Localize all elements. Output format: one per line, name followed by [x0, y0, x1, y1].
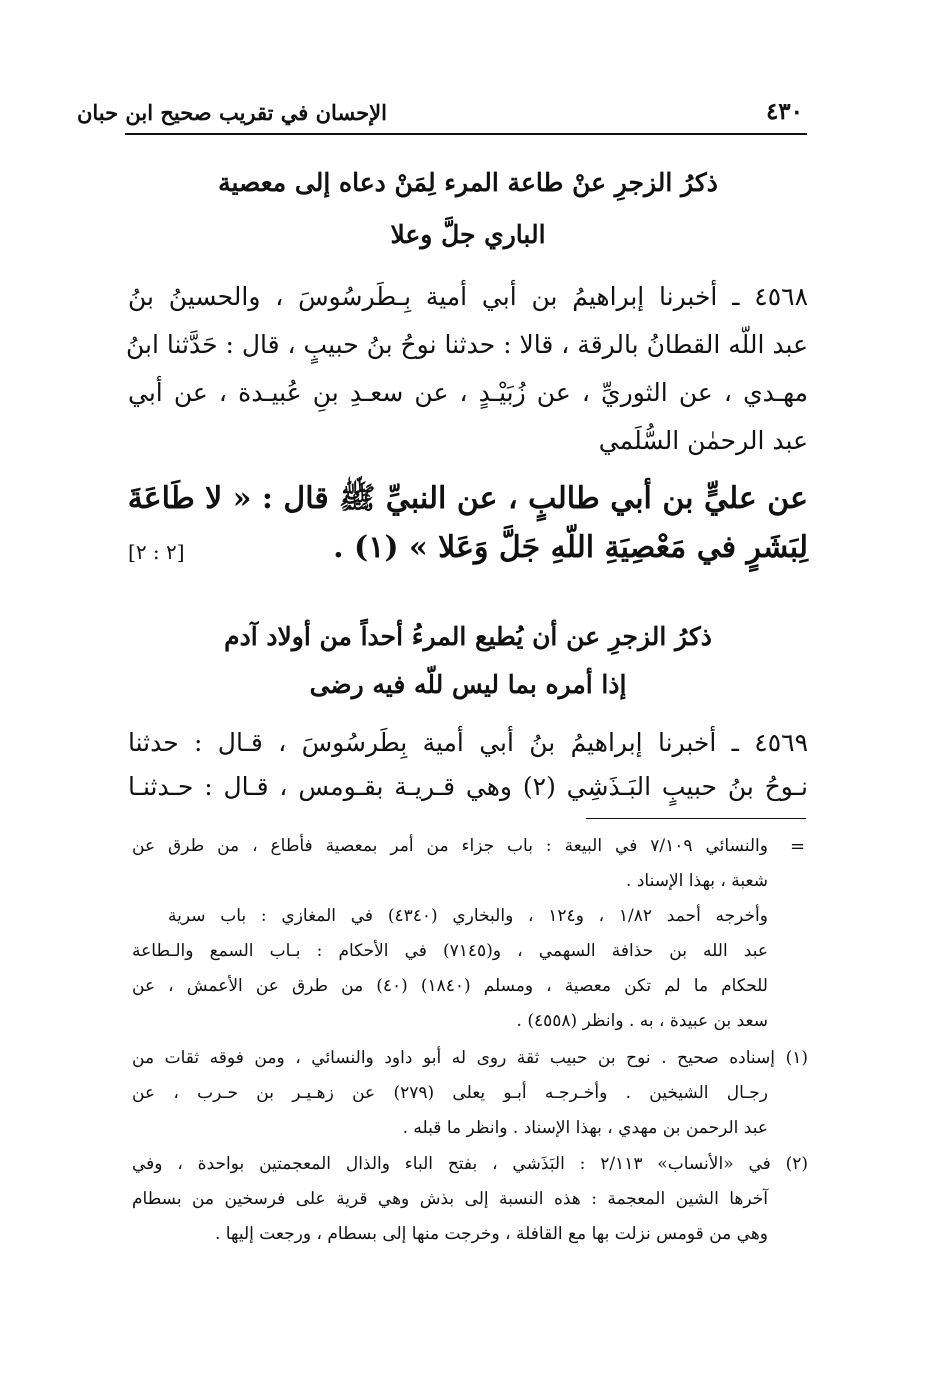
chapter-heading-1-line-1: ذكرُ الزجرِ عنْ طاعة المرء لِمَنْ دعاه إلى معصية [218, 168, 718, 197]
footnote-rule [586, 818, 806, 819]
footnote-line: سعد بن عبيدة ، به . وانظر (٤٥٥٨) . [516, 1011, 768, 1031]
hadith-4568-reference: [٢ : ٢] [128, 540, 185, 564]
running-header [76, 96, 805, 132]
chapter-heading-2-line-1: ذكرُ الزجرِ عن أن يُطيع المرءُ أحداً من أولاد آدم [224, 622, 712, 651]
footnote-1: (١) إسناده صحيح . نوح بن حبيب ثقة روى له أبو داود والنسائي ، ومن فوقه ثقات من [132, 1048, 808, 1068]
chapter-heading-2b [0, 670, 936, 699]
footnote-line: للحكام ما لم تكن معصية ، ومسلم (١٨٤٠) (٤٠) من طرق عن الأعمش ، عن [132, 976, 768, 996]
hadith-4568-isnad-line-4: عبد الرحمٰن السُّلَمي [598, 426, 808, 455]
footnote-line: عبد الله بن حذافة السهمي ، و(٧١٤٥) في الأحكام : بـاب السمع والـطاعة [132, 941, 768, 961]
footnote-line: عبد الرحمن بن مهدي ، بهذا الإسناد . وانظر ما قبله . [402, 1118, 768, 1138]
footnote-line: شعبة ، بهذا الإسناد . [626, 871, 768, 891]
footnote-line: رجـال الشيخين . وأخـرجـه أبـو يعلى (٢٧٩) عن زهـيـر بن حـرب ، عن [132, 1083, 768, 1103]
hadith-4568-matn-line-1: عن عليٍّ بن أبي طالبٍ ، عن النبيِّ ﷺ قال : « لا طَاعَةَ [127, 481, 808, 516]
chapter-heading-1-line-2: الباري جلَّ وعلا [390, 220, 546, 249]
hadith-4569-isnad-line-1: ٤٥٦٩ ـ أخبرنا إبراهيمُ بنُ أبي أمية بِطَرسُوسَ ، قـال : حدثنا [128, 728, 808, 757]
chapter-heading-2 [0, 622, 936, 651]
header-rule [125, 133, 807, 135]
footnote-line: والنسائي ٧/١٠٩ في البيعة : باب جزاء من أمر بمعصية فأطاع ، من طرق عن [132, 836, 768, 856]
chapter-heading-2-line-2: إذا أمره بما ليس للّه فيه رضى [309, 670, 627, 699]
footnote-line: وأخرجه أحمد ١/٨٢ ، و١٢٤ ، والبخاري (٤٣٤٠) في المغازي : باب سرية [168, 906, 768, 926]
footnote-line: آخرها الشين المعجمة : هذه النسبة إلى بذش وهي قرية على فرسخين من بسطام [132, 1189, 768, 1209]
chapter-heading-1b [0, 220, 936, 249]
chapter-heading-1 [0, 168, 936, 197]
hadith-4568-isnad-line-2: عبد اللّه القطانُ بالرقة ، قالا : حدثنا نوحُ بنُ حبيبٍ ، قال : حَدَّثنا ابنُ [125, 330, 808, 359]
book-title: الإحسان في تقريب صحيح ابن حبان [76, 100, 387, 125]
footnote-2: (٢) في «الأنساب» ٢/١١٣ : البَذَشي ، بفتح الباء والذال المعجمتين بواحدة ، وفي [132, 1154, 808, 1174]
hadith-4568-isnad-line-1: ٤٥٦٨ ـ أخبرنا إبراهيمُ بن أبي أمية بِـطَرسُوسَ ، والحسينُ بنُ [128, 282, 808, 311]
footnote-continuation-marker: = [790, 836, 806, 857]
hadith-4568-matn-line-2: لِبَشَرٍ في مَعْصِيَةِ اللّهِ جَلَّ وَعَلا » (١) . [333, 530, 808, 565]
hadith-4568-isnad-line-3: مهـدي ، عن الثوريِّ ، عن زُبَيْـدٍ ، عن سعـدِ بنِ عُبيـدة ، عن أبي [128, 378, 808, 407]
footnote-line: وهي من قومس نزلت بها مع القافلة ، وخرجت منها إلى بسطام ، ورجعت إليها . [215, 1224, 768, 1244]
hadith-4569-isnad-line-2: نـوحُ بنُ حبيبٍ البَـذَشِي (٢) وهي قـريـة بقـومس ، قـال : حـدثنـا [128, 772, 809, 801]
page-number: ٤٣٠ [765, 98, 803, 125]
